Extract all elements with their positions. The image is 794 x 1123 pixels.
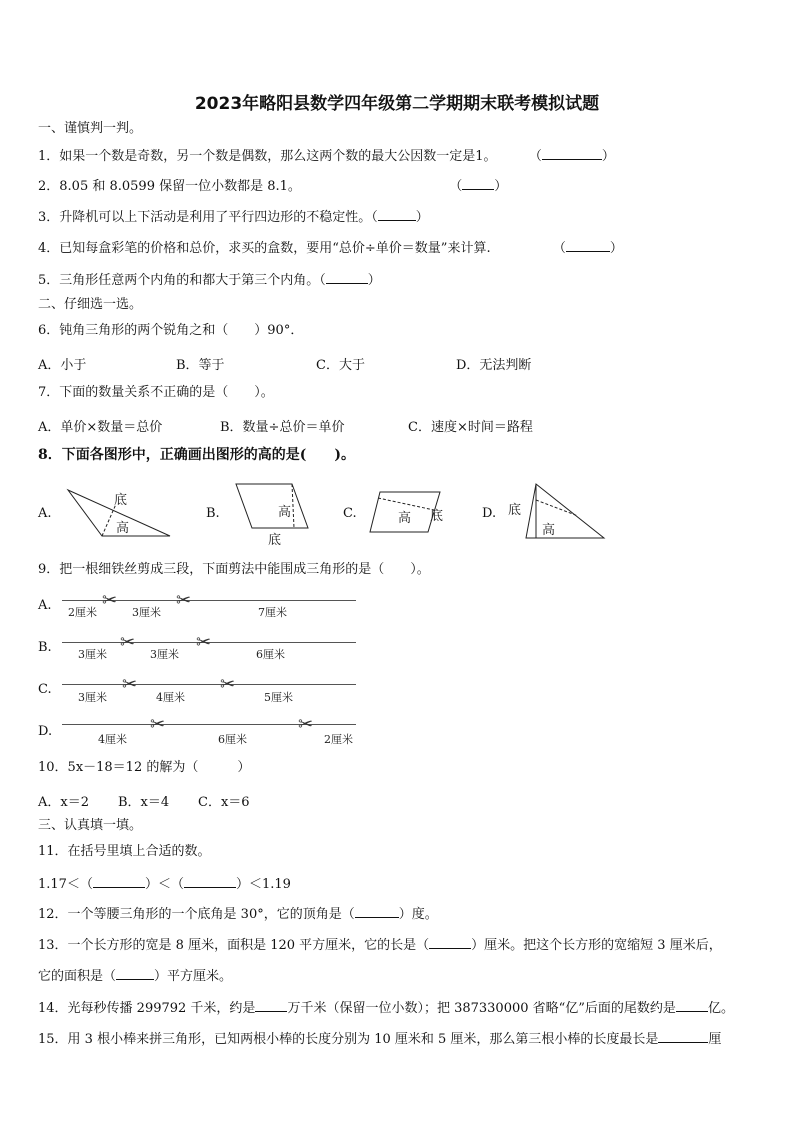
question-13-line-1: 13．一个长方形的宽是 8 厘米，面积是 120 平方厘米，它的长是（ ）厘米。把这个长方形的宽缩短 3 厘米后， [38,938,722,953]
section-heading-1: 一、谨慎判一判。 [38,121,143,136]
option-d[interactable]: D. [38,724,53,739]
wire-c [62,684,356,685]
answer-blank[interactable] [116,967,154,980]
label-di: 底 [268,533,282,548]
scissors-icon: ✂ [298,714,314,735]
label-gao: 高 [398,511,412,526]
question-4: 4．已知每盒彩笔的价格和总价，求买的盒数，要用“总价÷单价＝数量”来计算. （ ） [38,241,623,256]
answer-blank[interactable] [542,147,602,160]
question-6-text: 6．钝角三角形的两个锐角之和（ ）90°． [38,323,304,338]
answer-blank[interactable] [566,239,610,252]
answer-blank[interactable] [93,875,145,888]
option-b[interactable]: B. [38,640,52,655]
option-a[interactable]: A. [38,506,52,521]
option-c[interactable]: C. [343,506,357,521]
section-heading-2: 二、仔细选一选。 [38,297,143,312]
option-b[interactable]: B．数量÷总价＝单价 [220,420,345,435]
question-5: 5．三角形任意两个内角的和都大于第三个内角。（ ） [38,273,381,288]
option-d[interactable]: D. [482,506,497,521]
option-b[interactable]: B．等于 [176,358,225,373]
page-title: 2023年略阳县数学四年级第二学期期末联考模拟试题 [194,94,600,114]
segment-label: 6厘米 [256,648,285,661]
question-7-text: 7．下面的数量关系不正确的是（ ）。 [38,385,274,400]
question-2-text: 2．8.05 和 8.0599 保留一位小数都是 8.1。 [38,179,301,194]
option-a[interactable]: A. [38,598,52,613]
answer-blank[interactable] [658,1030,708,1043]
question-5-text: 5．三角形任意两个内角的和都大于第三个内角。（ [38,273,326,288]
scissors-icon: ✂ [102,590,118,611]
option-a[interactable]: A．x＝2 [38,795,89,810]
answer-blank[interactable] [462,177,494,190]
scissors-icon: ✂ [220,674,236,695]
option-c[interactable]: C．大于 [316,358,365,373]
answer-blank[interactable] [255,999,287,1012]
option-a[interactable]: A．单价×数量＝总价 [38,420,163,435]
answer-blank[interactable] [184,875,236,888]
question-11-text: 11．在括号里填上合适的数。 [38,844,211,859]
answer-blank[interactable] [676,999,708,1012]
option-a[interactable]: A．小于 [38,358,87,373]
question-2: 2．8.05 和 8.0599 保留一位小数都是 8.1。 （ ） [38,179,508,194]
answer-blank[interactable] [355,905,399,918]
option-b[interactable]: B．x＝4 [118,795,170,810]
segment-label: 4厘米 [98,733,127,746]
question-15: 15．用 3 根小棒来拼三角形，已知两根小棒的长度分别为 10 厘米和 5 厘米，那么第三根小棒的长度最长是 厘 [38,1032,722,1047]
segment-label: 3厘米 [132,606,161,619]
segment-label: 2厘米 [324,733,353,746]
label-gao: 高 [116,521,130,536]
figure-d-triangle [506,480,606,542]
label-di: 底 [114,493,128,508]
segment-label: 3厘米 [78,648,107,661]
option-d[interactable]: D．无法判断 [456,358,532,373]
question-3: 3．升降机可以上下活动是利用了平行四边形的不稳定性。（ ） [38,210,429,225]
segment-label: 3厘米 [150,648,179,661]
scissors-icon: ✂ [122,674,138,695]
label-gao: 高 [278,505,292,520]
segment-label: 5厘米 [264,691,293,704]
answer-blank[interactable] [429,936,471,949]
scissors-icon: ✂ [196,632,212,653]
question-1-text: 1．如果一个数是奇数，另一个数是偶数，那么这两个数的最大公因数一定是1。 [38,149,497,164]
question-4-text: 4．已知每盒彩笔的价格和总价，求买的盒数，要用“总价÷单价＝数量”来计算. [38,241,491,256]
option-c[interactable]: C．x＝6 [198,795,250,810]
question-3-text: 3．升降机可以上下活动是利用了平行四边形的不稳定性。（ [38,210,378,225]
scissors-icon: ✂ [150,714,166,735]
question-14: 14．光每秒传播 299792 千米，约是 万千米（保留一位小数）；把 387330000 省略“亿”后面的尾数约是 亿。 [38,1001,734,1016]
question-1: 1．如果一个数是奇数，另一个数是偶数，那么这两个数的最大公因数一定是1。 （ ） [38,149,615,164]
answer-blank[interactable] [326,271,368,284]
segment-label: 3厘米 [78,691,107,704]
segment-label: 7厘米 [258,606,287,619]
option-c[interactable]: C．速度×时间＝路程 [408,420,533,435]
question-13-line-2: 它的面积是（ ）平方厘米。 [38,969,233,984]
label-gao: 高 [542,523,556,538]
scissors-icon: ✂ [176,590,192,611]
figure-a-triangle [64,486,174,538]
question-9-text: 9．把一根细铁丝剪成三段，下面剪法中能围成三角形的是（ ）。 [38,562,430,577]
figure-b-parallelogram [230,480,312,550]
question-11-line: 1.17＜（ ）＜（ ）＜1.19 [38,877,291,892]
question-8-text: 8．下面各图形中，正确画出图形的高的是( )。 [38,447,355,463]
scissors-icon: ✂ [120,632,136,653]
segment-label: 4厘米 [156,691,185,704]
option-c[interactable]: C. [38,682,52,697]
answer-blank[interactable] [378,208,416,221]
question-12: 12．一个等腰三角形的一个底角是 30°，它的顶角是（ ）度。 [38,907,438,922]
label-di: 底 [430,509,444,524]
option-b[interactable]: B. [206,506,220,521]
section-heading-3: 三、认真填一填。 [38,818,143,833]
question-10-text: 10．5x－18＝12 的解为（ ） [38,760,251,775]
label-di: 底 [508,503,522,518]
segment-label: 6厘米 [218,733,247,746]
segment-label: 2厘米 [68,606,97,619]
figure-c-parallelogram [368,486,454,536]
